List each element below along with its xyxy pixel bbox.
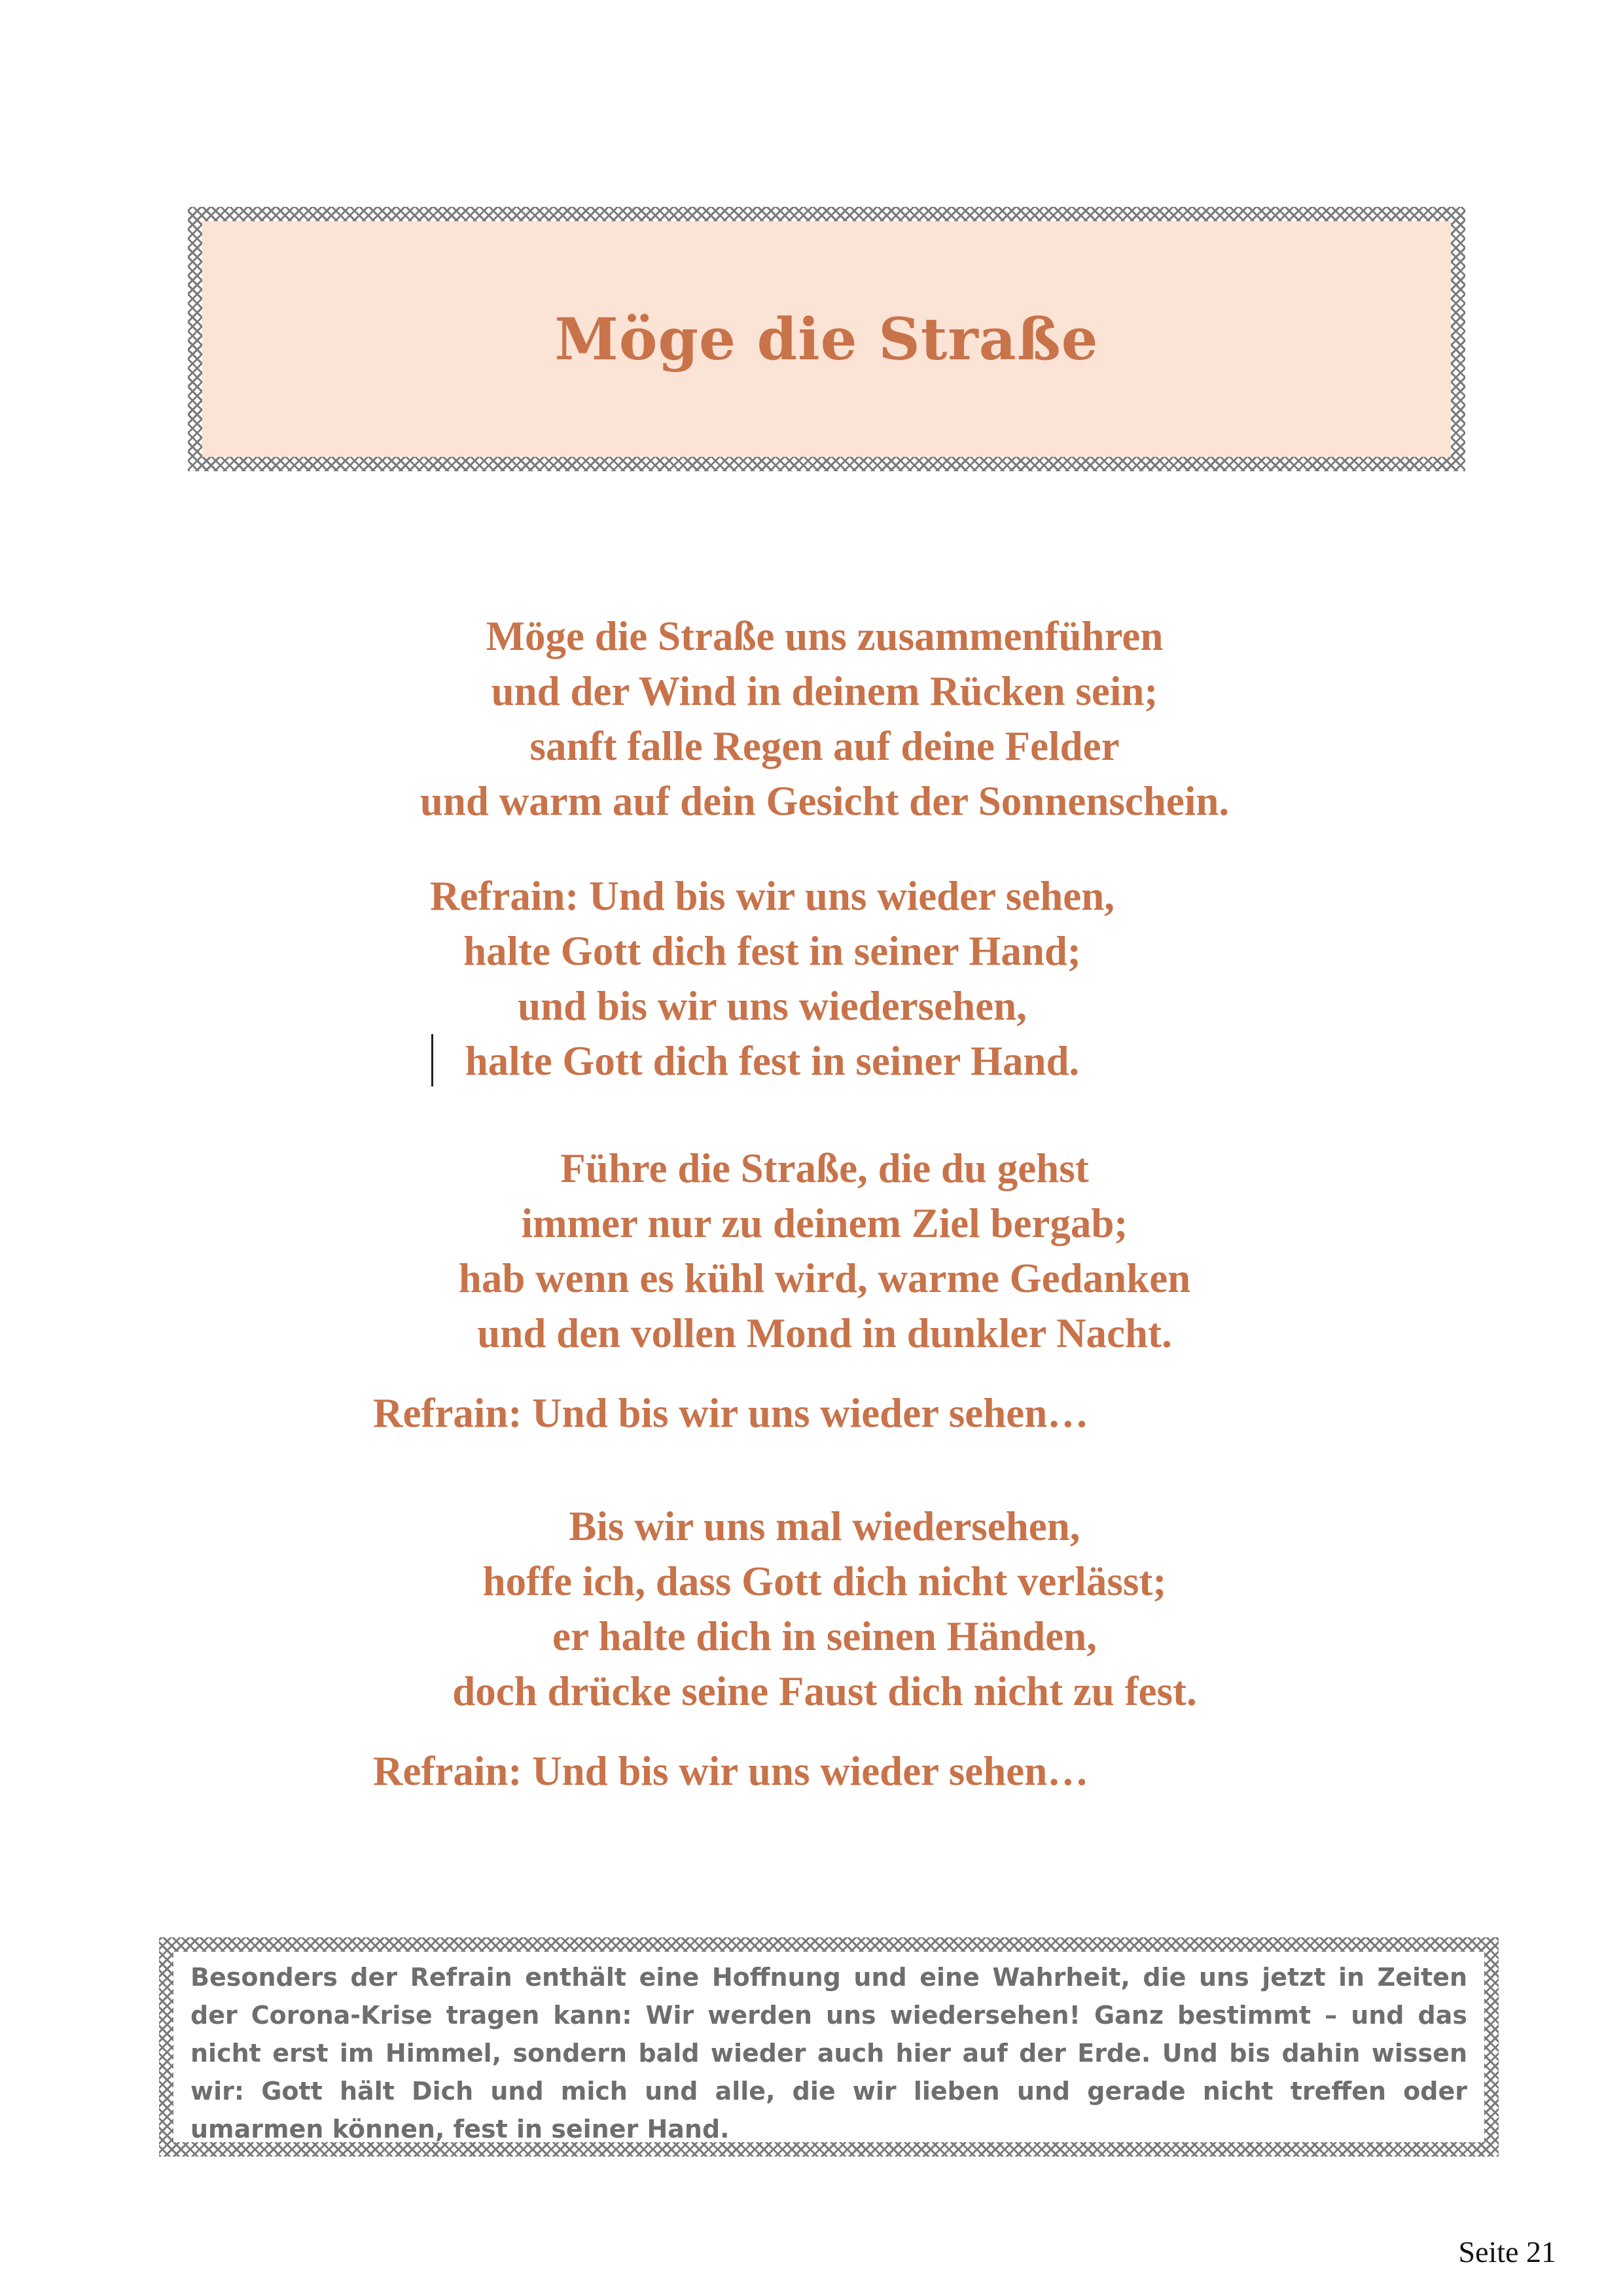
stanza-2 <box>366 1141 1283 1361</box>
poem-line: und warm auf dein Gesicht der Sonnenschein. <box>419 778 1230 824</box>
title-frame <box>188 207 1465 471</box>
refrain-short-2: Refrain: Und bis wir uns wieder sehen… <box>373 1748 1089 1794</box>
refrain-stanza <box>314 869 1230 1088</box>
poem-line: halte Gott dich fest in seiner Hand; <box>463 928 1081 974</box>
note-frame <box>159 1937 1499 2157</box>
refrain-short-1: Refrain: Und bis wir uns wieder sehen… <box>373 1390 1089 1436</box>
poem-line: und bis wir uns wiedersehen, <box>518 983 1027 1029</box>
poem-line: hoffe ich, dass Gott dich nicht verlässt; <box>482 1558 1167 1604</box>
poem-line: Refrain: Und bis wir uns wieder sehen, <box>429 873 1115 919</box>
poem-line: doch drücke seine Faust dich nicht zu fest. <box>452 1668 1197 1714</box>
poem-line: und den vollen Mond in dunkler Nacht. <box>477 1310 1172 1356</box>
stanza-3 <box>366 1499 1283 1719</box>
page-number: Seite 21 <box>1458 2235 1556 2269</box>
poem-line: Bis wir uns mal wiedersehen, <box>569 1503 1080 1549</box>
page-title: Möge die Straße <box>554 305 1099 373</box>
poem-line: halte Gott dich fest in seiner Hand. <box>465 1038 1080 1084</box>
title-panel <box>202 221 1451 457</box>
poem-line: und der Wind in deinem Rücken sein; <box>491 668 1158 714</box>
poem-line: hab wenn es kühl wird, warme Gedanken <box>458 1255 1191 1301</box>
text-cursor <box>431 1034 433 1086</box>
poem-line: er halte dich in seinen Händen, <box>552 1613 1097 1659</box>
note-text: Besonders der Refrain enthält eine Hoffnung und eine Wahrheit, die uns jetzt in Zeiten der Corona-Krise tragen kann: Wir werden uns wiedersehen! Ganz bestimmt – und das nicht erst im Himmel, sondern bald wieder auch hier auf der Erde. Und bis dahin wissen wir: Gott hält Dich und mich und alle, die wir lieben und gerade nicht treffen oder umarmen können, fest in seiner Hand. <box>173 1952 1484 2142</box>
stanza-1 <box>366 609 1283 829</box>
poem-line: Führe die Straße, die du gehst <box>560 1145 1089 1191</box>
poem-line: Möge die Straße uns zusammenführen <box>486 613 1164 659</box>
poem-line: immer nur zu deinem Ziel bergab; <box>521 1200 1128 1246</box>
poem-line: sanft falle Regen auf deine Felder <box>529 723 1120 769</box>
